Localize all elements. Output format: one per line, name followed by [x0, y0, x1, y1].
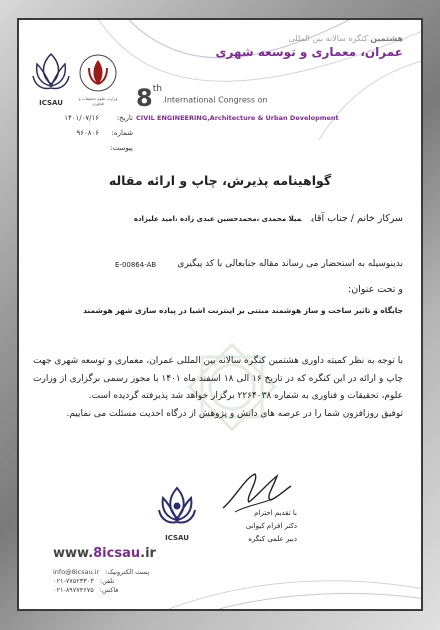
- icsau-logo: [29, 50, 73, 110]
- ministry-emblem-label: وزارت علوم تحقیقات و فناوری: [78, 96, 118, 106]
- letter-meta: تاریخ: ۱۴۰۱/۰۷/۱۶ شماره: ۹۶۰۸۰۶ پیوست:: [64, 114, 133, 152]
- certificate-title: گواهینامه پذیرش، چاپ و ارائه مقاله: [108, 173, 332, 188]
- regards-text: با تقدیم احترام: [254, 509, 297, 517]
- ministry-emblem: [77, 52, 119, 110]
- signer-role: دبیر علمی کنگره: [248, 535, 297, 543]
- certificate-paper: [17, 18, 423, 611]
- acceptance-paragraph: با توجه به نظر کمیته داوری هشتمین کنگره سالانه بین المللی عمران، معماری و توسعه شهری جهت چاپ و ارائه در این کنگره که در تاریخ ۱۶ الی ۱۸ اسفند ماه ۱۴۰۱ با مجوز رسمی برگزاری از وزارت علوم، تحقیقات و فناوری به شماره ۲۲۶۴۰۳۸ برگزار خواهد شد پذیرفته گردیده است.: [33, 356, 403, 401]
- tracking-code: E-00864-AB: [115, 261, 157, 269]
- website-link[interactable]: www.8icsau.ir: [53, 546, 156, 561]
- fax-value: ۰۲۱-۸۹۷۷۴۶۷۵: [53, 586, 94, 594]
- signature-block: [246, 507, 297, 546]
- email-label: پست الکترونیک:: [105, 568, 150, 576]
- date-value: ۱۴۰۱/۰۷/۱۶: [64, 114, 99, 122]
- author-names: میلا محمدی ،محمدحسین عبدی زاده ،امید علیزاده: [133, 215, 302, 223]
- signature-logo-label: ICSAU: [165, 534, 189, 542]
- header-logos: [29, 50, 121, 112]
- subject-label: و تحت عنوان:: [348, 284, 403, 295]
- wish-paragraph: توفیق روزافزون شما را در عرصه های دانش و پژوهش از درگاه احدیت مسئلت می نماییم.: [66, 408, 403, 419]
- email-value[interactable]: info@8icsau.ir: [53, 568, 100, 576]
- number-value: ۹۶۰۸۰۶: [76, 129, 99, 137]
- signer-name: دکتر افرام کیوانی: [245, 522, 297, 530]
- tel-value: ۰۲۱-۷۷۵۲۳۳۰۳: [53, 577, 94, 585]
- paper-title: جایگاه و تاثیر ساخت و ساز هوشمند مبتنی بر اینترنت اشیا در پیاده سازی شهر هوشمند: [83, 306, 403, 315]
- icsau-logo-label: ICSAU: [39, 99, 63, 107]
- congress-title-en: 8th.International Congress on: [136, 84, 268, 112]
- certificate-body: [33, 353, 403, 423]
- footer-wave-decoration: [19, 569, 423, 609]
- tel-label: تلفن:: [99, 577, 115, 585]
- congress-subtitle: هشتمین کنگره سالانه بین المللی: [288, 34, 403, 43]
- greeting-line: سرکار خانم / جناب آقایمیلا محمدی ،محمدحسین عبدی زاده ،امید علیزاده: [133, 213, 403, 224]
- signature-icsau-logo: [155, 484, 199, 544]
- congress-subtitle-en: CIVIL ENGINEERING,Architecture & Urban Development: [136, 114, 339, 122]
- fax-label: فاکس:: [99, 586, 119, 594]
- announcement-line: بدینوسیله به استحضار می رساند مقاله جنابعالی با کد پیگیری: [177, 259, 403, 269]
- header-titles: [143, 34, 403, 59]
- congress-title-fa: عمران، معماری و توسعه شهری: [215, 45, 403, 59]
